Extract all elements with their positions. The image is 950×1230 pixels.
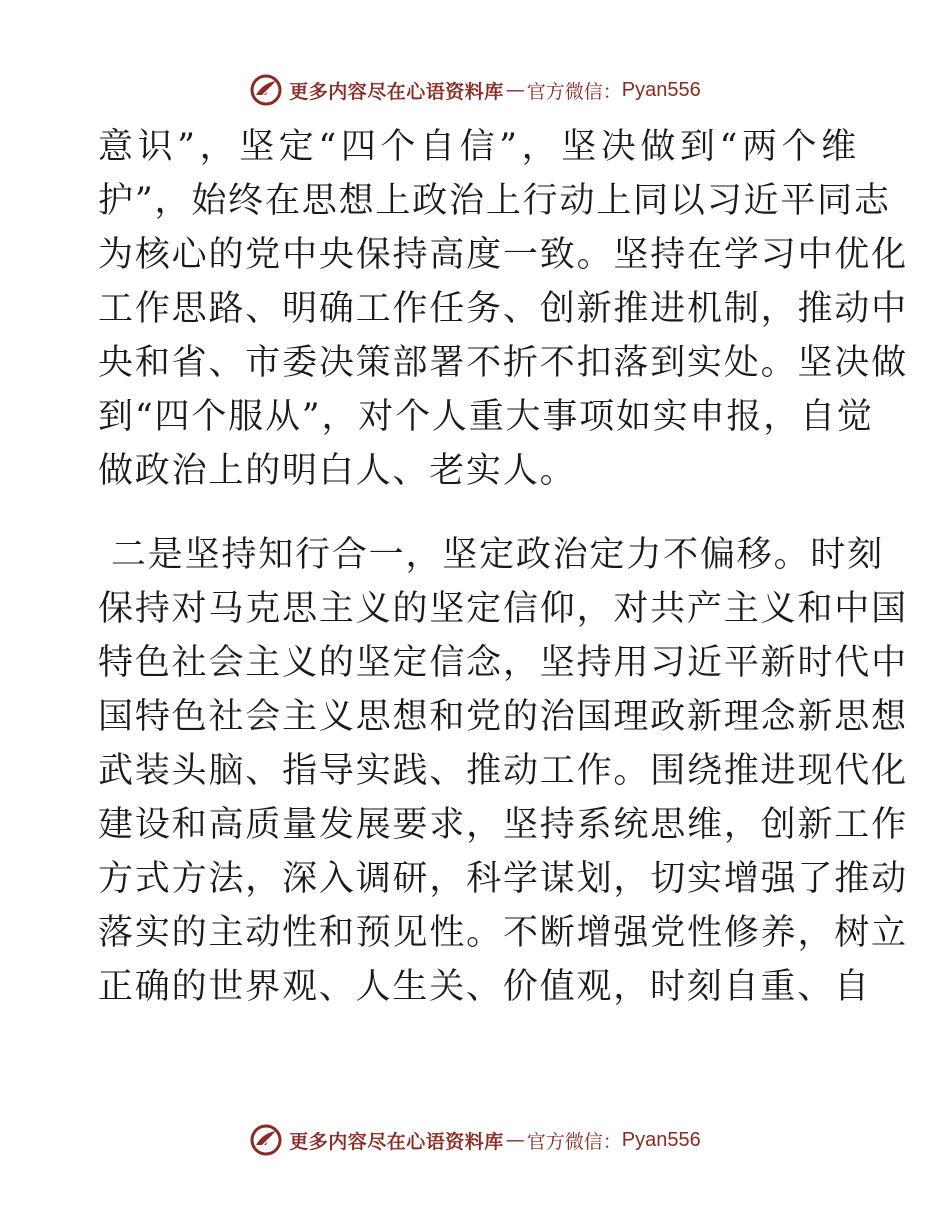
logo-icon [249, 73, 283, 107]
text-line: 特 色 社 会 主 义 的 坚 定 信 念 ， 坚 持 用 习 近 平 新 时 代 中 [98, 643, 908, 683]
footer-banner [0, 1120, 950, 1160]
header-banner [0, 70, 950, 110]
banner-wechat-id: Pyan556 [621, 1128, 701, 1151]
text-line: 建 设 和 高 质 量 发 展 要 求 ， 坚 持 系 统 思 维 ， 创 新 工 作 [98, 805, 908, 845]
text-line: 保 持 对 马 克 思 主 义 的 坚 定 信 仰 ， 对 共 产 主 义 和 中 国 [98, 589, 908, 629]
text-line: 方 式 方 法 ， 深 入 调 研 ， 科 学 谋 划 ， 切 实 增 强 了 推 动 [98, 859, 908, 899]
text-line: 二 是 坚 持 知 行 合 一 ， 坚 定 政 治 定 力 不 偏 移 。 时 刻 [110, 535, 884, 575]
text-line: 到 “ 四 个 服 从 ” ， 对 个 人 重 大 事 项 如 实 申 报 ， 自 觉 [98, 397, 874, 437]
paragraph [98, 528, 908, 1014]
text-line: 国 特 色 社 会 主 义 思 想 和 党 的 治 国 理 政 新 理 念 新 思 想 [98, 697, 908, 737]
banner-brand: 更多内容尽在心语资料库 [289, 1130, 504, 1153]
banner-brand: 更多内容尽在心语资料库 [289, 80, 504, 103]
paragraph-gap [98, 498, 858, 528]
paragraph [98, 120, 908, 498]
logo-icon [249, 1123, 283, 1157]
banner-wechat-id: Pyan556 [621, 78, 701, 101]
banner-wechat-label: 官方微信： [526, 80, 622, 103]
text-line: 央 和 省 、 市 委 决 策 部 署 不 折 不 扣 落 到 实 处 。 坚 决 做 [98, 343, 908, 383]
text-line: 正确的世界观、人生关、价值观，时刻自重、自 [98, 967, 871, 1007]
text-line: 做政治上的明白人、老实人。 [98, 451, 577, 491]
banner-wechat-label: 官方微信： [526, 1130, 622, 1153]
document-body [98, 120, 908, 1014]
text-line: 落 实 的 主 动 性 和 预 见 性 。 不 断 增 强 党 性 修 养 ， 树 立 [98, 913, 908, 953]
text-line: 护 ” ， 始 终 在 思 想 上 政 治 上 行 动 上 同 以 习 近 平 同 志 [98, 181, 891, 221]
text-line: 武 装 头 脑 、 指 导 实 践 、 推 动 工 作 。 围 绕 推 进 现 代 化 [98, 751, 908, 791]
banner-separator: — [505, 79, 525, 101]
text-line: 为 核 心 的 党 中 央 保 持 高 度 一 致 。 坚 持 在 学 习 中 优 化 [98, 235, 908, 275]
banner-separator: — [505, 1129, 525, 1151]
text-line: 意 识 ” ， 坚 定 “ 四 个 自 信 ” ， 坚 决 做 到 “ 两 个 维 [98, 127, 858, 167]
text-line: 工 作 思 路 、 明 确 工 作 任 务 、 创 新 推 进 机 制 ， 推 动 中 [98, 289, 908, 329]
